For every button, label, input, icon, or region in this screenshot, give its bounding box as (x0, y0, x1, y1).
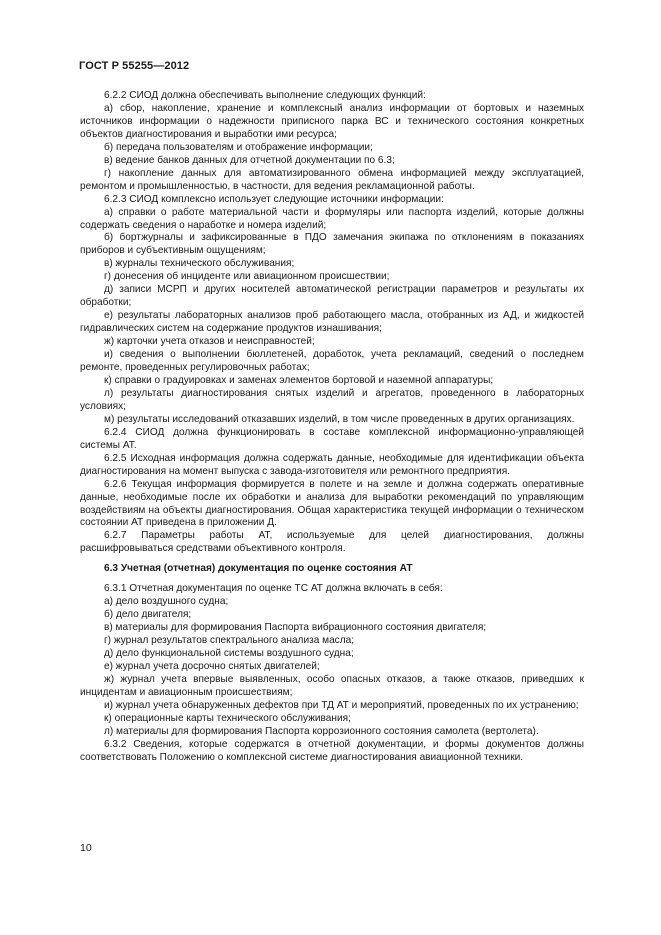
paragraph: 6.3.1 Отчетная документация по оценке ТС АТ должна включать в себя: (104, 583, 443, 595)
paragraph: в) ведение банков данных для отчетной документации по 6.3; (104, 154, 395, 166)
paragraph: и) журнал учета обнаруженных дефектов при ТД АТ и мероприятий, проведенных по их устранению; (104, 699, 579, 711)
paragraph: б) дело двигателя; (104, 609, 192, 621)
paragraph: г) накопление данных для автоматизированного обмена информацией между эксплуатацией, ремонтом и промышленностью, в частности, для ведения рекламационной работы. (80, 167, 584, 192)
paragraph: и) сведения о выполнении бюллетеней, доработок, учета рекламаций, сведений о последнем ремонте, проведенных регулировочных работах; (80, 349, 584, 374)
section-heading: 6.3 Учетная (отчетная) документация по оценке состояния АТ (104, 563, 413, 575)
paragraph: ж) журнал учета впервые выявленных, особо опасных отказов, а также отказов, приведших к инцидентам и авиационным происшествиям; (80, 673, 584, 698)
paragraph: а) дело воздушного судна; (104, 596, 229, 608)
paragraph: 6.2.5 Исходная информация должна содержать данные, необходимые для идентификации объекта диагностирования на момент выпуска с завода-изготовителя или ремонтного предприятия. (80, 452, 584, 477)
paragraph: в) журналы технического обслуживания; (104, 258, 295, 270)
paragraph: д) дело функциональной системы воздушного судна; (104, 648, 354, 660)
paragraph: е) журнал учета досрочно снятых двигателей; (104, 660, 320, 672)
paragraph: 6.3.2 Сведения, которые содержатся в отчетной документации, и формы документов должны соответствовать Положению о комплексной системе диагностирования авиационной техники. (80, 738, 584, 763)
paragraph: ж) карточки учета отказов и неисправностей; (104, 336, 315, 348)
paragraph: л) материалы для формирования Паспорта коррозионного состояния самолета (вертолета). (104, 725, 539, 737)
paragraph: е) результаты лабораторных анализов проб работающего масла, отобранных из АД, и жидкостей гидравлических систем на содержание продуктов изнашивания; (80, 310, 584, 335)
paragraph: д) записи МСРП и других носителей автоматической регистрации параметров и результаты их обработки; (80, 284, 584, 309)
paragraph: г) журнал результатов спектрального анализа масла; (104, 635, 355, 647)
paragraph: а) сбор, накопление, хранение и комплексный анализ информации от бортовых и наземных источников информации о надежности приписного парка ВС и технического состояния конкретных объектов диагностирования и выработки ими ресурса; (80, 102, 584, 140)
paragraph: м) результаты исследований отказавших изделий, в том числе проведенных в других организациях. (104, 413, 575, 425)
paragraph: 6.2.4 СИОД должна функционировать в составе комплексной информационно-управляющей системы АТ. (80, 426, 584, 451)
paragraph: в) материалы для формирования Паспорта вибрационного состояния двигателя; (104, 622, 487, 634)
page-number: 10 (80, 842, 92, 854)
paragraph: б) передача пользователям и отображение информации; (104, 141, 373, 153)
paragraph: 6.2.2 СИОД должна обеспечивать выполнение следующих функций: (104, 90, 426, 101)
paragraph: 6.2.7 Параметры работы АТ, используемые для целей диагностирования, должны расшифровываться средствами объективного контроля. (80, 530, 584, 555)
paragraph: к) справки о градуировках и заменах элементов бортовой и наземной аппаратуры; (104, 374, 494, 386)
standard-header: ГОСТ Р 55255—2012 (79, 60, 190, 72)
paragraph: к) операционные карты технического обслуживания; (104, 712, 351, 724)
paragraph: а) справки о работе материальной части и формуляры или паспорта изделий, которые должны содержать сведения о наработке и номера изделий; (80, 206, 584, 231)
paragraph: 6.2.6 Текущая информация формируется в полете и на земле и должна содержать оперативные данные, необходимые после их обработки и анализа для выработки рекомендаций по управляющим воздействиям на объекты диагностирования. Общая характеристика текущей информации о техническом состоянии АТ приведена в приложении Д. (80, 478, 584, 529)
paragraph: л) результаты диагностирования снятых изделий и агрегатов, проведенного в лабораторных условиях; (80, 387, 584, 412)
paragraph: г) донесения об инциденте или авиационном происшествии; (104, 271, 390, 283)
body-text (80, 90, 584, 765)
paragraph: б) бортжурналы и зафиксированные в ПДО замечания экипажа по отклонениям в показаниях приборов и субъективным ощущениям; (80, 232, 584, 257)
paragraph: 6.2.3 СИОД комплексно использует следующие источники информации: (104, 193, 444, 205)
